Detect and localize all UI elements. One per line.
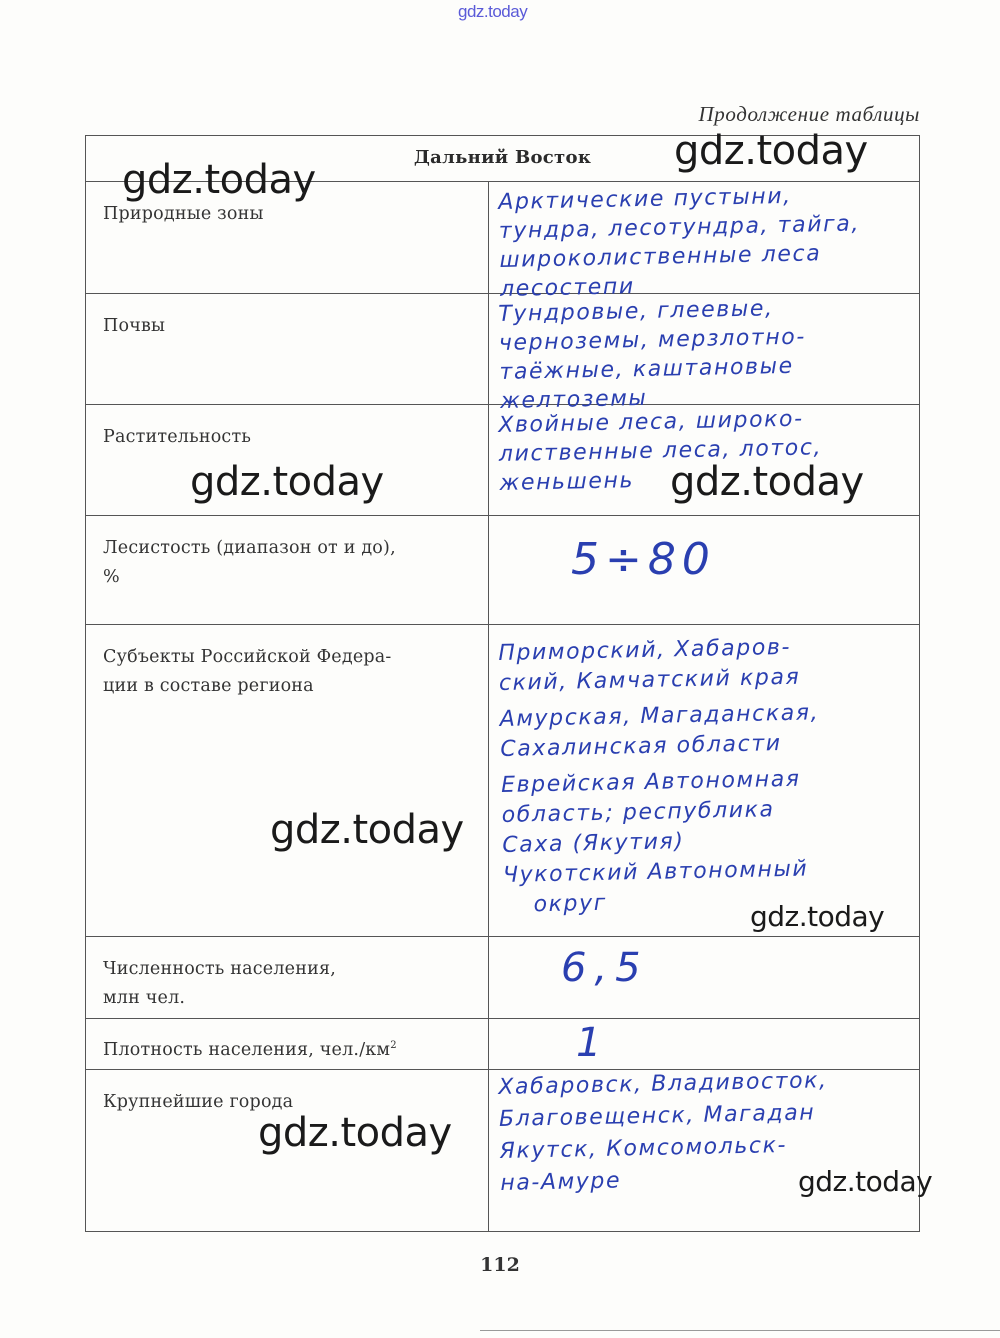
- answer-line: Якутск, Комсомольск-: [499, 1132, 788, 1164]
- row-label: [103, 643, 468, 701]
- row-answer: [498, 630, 929, 921]
- answer-line: Амурская, Магаданская,: [499, 700, 820, 732]
- answer-line: Арктические пустыни,: [498, 183, 793, 215]
- row-label-line: Субъекты Российской Федера-: [103, 647, 392, 667]
- answer-line: таёжные, каштановые: [499, 353, 794, 385]
- answer-line: тундра, лесотундра, тайга,: [498, 211, 861, 244]
- row-answer: 6,5: [561, 945, 649, 991]
- row-label-line: ции в составе региона: [103, 676, 314, 696]
- answer-line: Благовещенск, Магадан: [498, 1100, 816, 1132]
- row-label: Почвы: [103, 316, 166, 336]
- table-row-population: [86, 937, 919, 1019]
- answer-line: женьшень: [499, 468, 635, 496]
- watermark: gdz.today: [670, 459, 864, 505]
- answer-line: лесостепи: [499, 274, 636, 302]
- page-number: 112: [480, 1254, 520, 1276]
- row-answer: 5÷80: [571, 534, 716, 585]
- answer-line: широколиственные леса: [499, 241, 822, 273]
- row-label-line: Лесистость (диапазон от и до),: [103, 538, 396, 558]
- row-answer: [498, 179, 925, 304]
- row-label: [103, 534, 468, 592]
- row-label: Растительность: [103, 427, 252, 447]
- table-row-soils: [86, 294, 919, 414]
- table-continuation-caption: Продолжение таблицы: [698, 102, 920, 126]
- answer-line: область; республика: [501, 797, 775, 828]
- watermark: gdz.today: [190, 459, 384, 505]
- row-label: Крупнейшие города: [103, 1092, 294, 1112]
- table-row-federal-subjects: [86, 625, 919, 937]
- answer-line: желтоземы: [499, 385, 648, 414]
- watermark: gdz.today: [798, 1165, 933, 1198]
- table-title: Дальний Восток: [413, 147, 592, 168]
- answer-line: лиственные леса, лотос,: [498, 435, 823, 467]
- row-label-line: Численность населения,: [103, 959, 336, 979]
- answer-line: Еврейская Автономная: [500, 766, 801, 798]
- watermark: gdz.today: [258, 1110, 452, 1156]
- row-label-superscript: 2: [390, 1040, 397, 1051]
- answer-line: Приморский, Хабаров-: [498, 634, 792, 666]
- row-label: [103, 1031, 468, 1065]
- row-label: Природные зоны: [103, 204, 264, 224]
- answer-line: округ: [533, 890, 608, 918]
- row-label-line: %: [103, 567, 120, 587]
- answer-line: Хабаровск, Владивосток,: [498, 1068, 828, 1100]
- answer-line: черноземы, мерзлотно-: [498, 324, 807, 356]
- watermark: gdz.today: [674, 128, 868, 174]
- row-label-text: Плотность населения, чел./км: [103, 1039, 391, 1060]
- answer-line: ский, Камчатский края: [498, 664, 801, 696]
- table-row-largest-cities: [86, 1070, 919, 1233]
- page-edge-line: [480, 1330, 1000, 1331]
- answer-line: Чукотский Автономный: [502, 856, 809, 888]
- top-watermark: gdz.today: [458, 2, 528, 21]
- region-table: [85, 135, 920, 1232]
- table-row-density: [86, 1019, 919, 1070]
- table-row-forest-cover: [86, 516, 919, 625]
- row-label-line: млн чел.: [103, 988, 186, 1008]
- row-answer: 1: [576, 1020, 604, 1066]
- answer-line: на-Амуре: [500, 1168, 622, 1196]
- answer-line: Хвойные леса, широко-: [498, 406, 804, 438]
- answer-line: Саха (Якутия): [502, 829, 685, 858]
- watermark: gdz.today: [750, 900, 885, 933]
- answer-line: Тундровые, глеевые,: [498, 296, 774, 327]
- row-label: [103, 955, 468, 1013]
- watermark: gdz.today: [270, 807, 464, 853]
- row-answer: [498, 291, 925, 416]
- answer-line: Сахалинская области: [500, 731, 782, 762]
- watermark: gdz.today: [122, 157, 316, 203]
